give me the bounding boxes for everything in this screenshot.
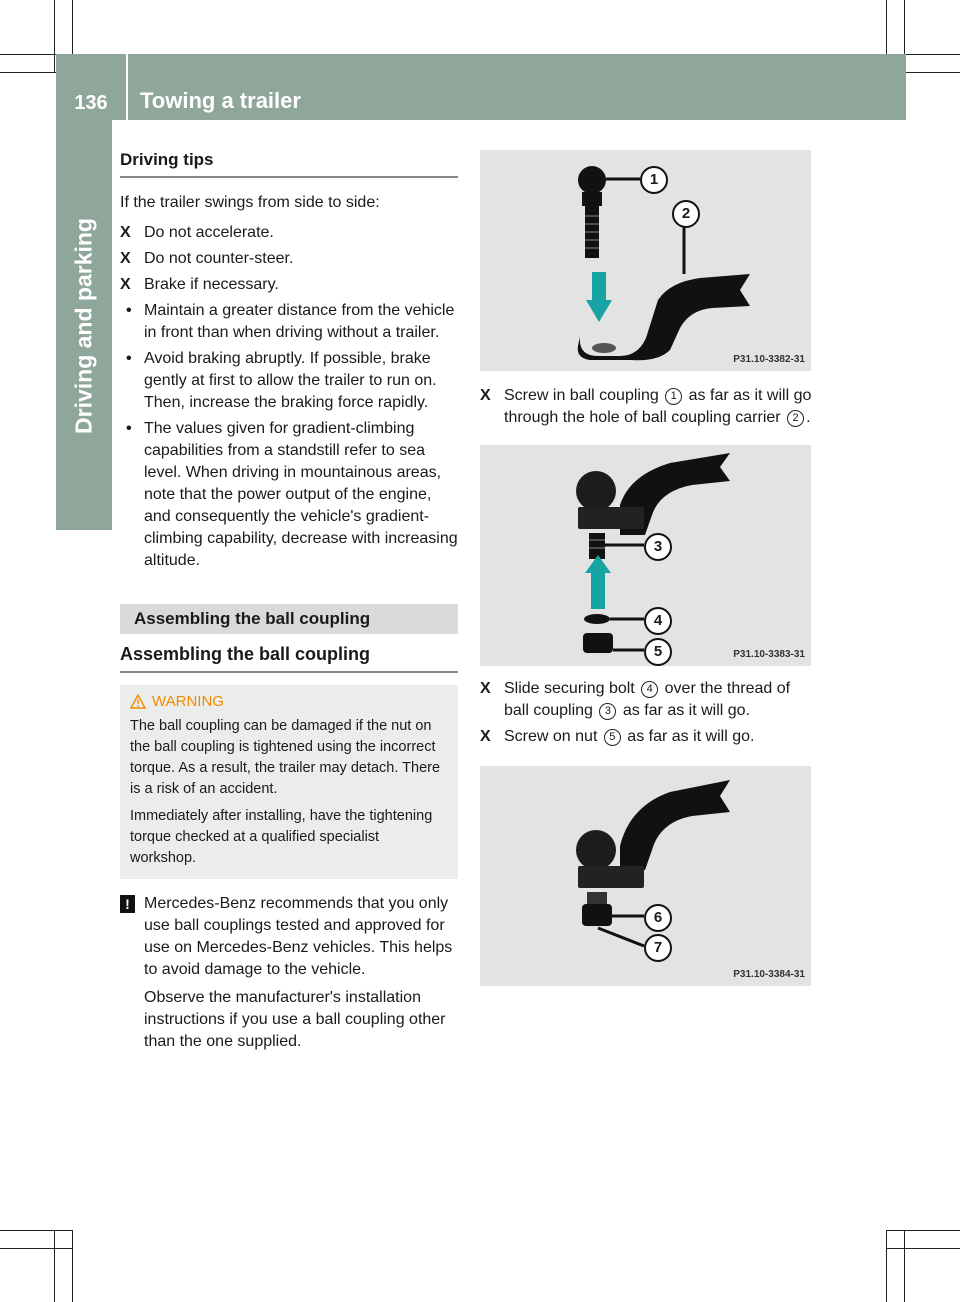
warning-box xyxy=(120,685,458,879)
figure-code: P31.10-3384-31 xyxy=(733,969,805,980)
right-column xyxy=(480,150,812,986)
left-column xyxy=(120,150,458,1059)
assembling-heading: Assembling the ball coupling xyxy=(120,634,458,673)
callout-icon: 1 xyxy=(665,388,682,405)
crop-mark xyxy=(54,1230,55,1302)
instruction-marker-icon: X xyxy=(480,728,491,745)
warning-label: WARNING xyxy=(152,693,224,710)
instruction-item: X Do not accelerate. xyxy=(120,222,458,244)
figure-code: P31.10-3382-31 xyxy=(733,354,805,365)
figure-callout: 4 xyxy=(644,607,672,635)
figure-callout: 6 xyxy=(644,904,672,932)
step-slide-bolt: X Slide securing bolt 4 over the thread of ball coupling 3 as far as it will go. xyxy=(480,680,791,719)
crop-mark xyxy=(0,1230,72,1231)
figure-code: P31.10-3383-31 xyxy=(733,649,805,660)
figure-callout: 1 xyxy=(640,166,668,194)
instruction-marker-icon: X xyxy=(480,680,491,697)
figure-callout: 7 xyxy=(644,934,672,962)
exclamation-icon: ! xyxy=(120,895,135,913)
instruction-marker-icon: X xyxy=(120,224,131,241)
figure-illustration xyxy=(480,445,811,666)
notice xyxy=(120,893,458,981)
notice-text: Mercedes-Benz recommends that you only use ball couplings tested and approved for use on Mercedes-Benz vehicles. This helps to avoid damage to the vehicle. xyxy=(144,895,453,978)
bullet-icon: • xyxy=(126,420,132,437)
step-screw-in: X Screw in ball coupling 1 as far as it will go through the hole of ball coupling carrier 2 . xyxy=(480,387,812,426)
callout-icon: 5 xyxy=(604,729,621,746)
crop-mark xyxy=(72,1230,73,1302)
figure-ball-coupling-carrier xyxy=(480,150,811,371)
driving-tips-heading: Driving tips xyxy=(120,150,458,178)
callout-icon: 3 xyxy=(599,703,616,720)
bullet-item: • The values given for gradient-climbing capabilities from a standstill refer to sea level. When driving in mountainous areas, note that the power output of the engine, and consequently the vehicle's gradient-climbing capability, decrease with increasing altitude. xyxy=(126,420,458,569)
warning-triangle-icon xyxy=(130,694,146,709)
instruction-item: X Brake if necessary. xyxy=(120,274,458,296)
figure-callout: 3 xyxy=(644,533,672,561)
bullet-icon: • xyxy=(126,350,132,367)
instruction-marker-icon: X xyxy=(120,250,131,267)
instruction-marker-icon: X xyxy=(120,276,131,293)
crop-mark xyxy=(0,1248,72,1249)
instruction-item: X Do not counter-steer. xyxy=(120,248,458,270)
figure-assembled-coupling xyxy=(480,766,811,986)
crop-mark xyxy=(904,1230,905,1302)
callout-icon: 2 xyxy=(787,410,804,427)
page-number: 136 xyxy=(74,92,108,114)
warning-text: Immediately after installing, have the tightening torque checked at a qualified specialist workshop. xyxy=(130,808,433,866)
crop-mark xyxy=(886,1230,960,1231)
chapter-title: Towing a trailer xyxy=(140,88,301,113)
bullet-item: • Avoid braking abruptly. If possible, brake gently at first to allow the trailer to run on. Then, increase the braking force rapidly. xyxy=(126,350,437,411)
side-tab-label: Driving and parking xyxy=(70,218,97,434)
crop-mark xyxy=(886,1230,887,1302)
warning-header xyxy=(130,693,448,710)
driving-tips-intro: If the trailer swings from side to side: xyxy=(120,194,380,211)
step-screw-nut: X Screw on nut 5 as far as it will go. xyxy=(480,726,812,748)
bullet-icon: • xyxy=(126,302,132,319)
figure-callout: 5 xyxy=(644,638,672,666)
warning-text: The ball coupling can be damaged if the nut on the ball coupling is tightened using the incorrect torque. As a result, the trailer may detach. There is a risk of an accident. xyxy=(130,718,441,797)
header-divider xyxy=(126,54,128,120)
figure-securing-bolt xyxy=(480,445,811,666)
crop-mark xyxy=(886,1248,960,1249)
bullet-item: • Maintain a greater distance from the vehicle in front than when driving without a trailer. xyxy=(126,302,455,341)
figure-callout: 2 xyxy=(672,200,700,228)
callout-icon: 4 xyxy=(641,681,658,698)
instruction-marker-icon: X xyxy=(480,387,491,404)
notice-text-2: Observe the manufacturer's installation instructions if you use a ball coupling other than the one supplied. xyxy=(144,989,446,1050)
crop-mark xyxy=(54,0,55,72)
section-bar: Assembling the ball coupling xyxy=(120,604,458,634)
